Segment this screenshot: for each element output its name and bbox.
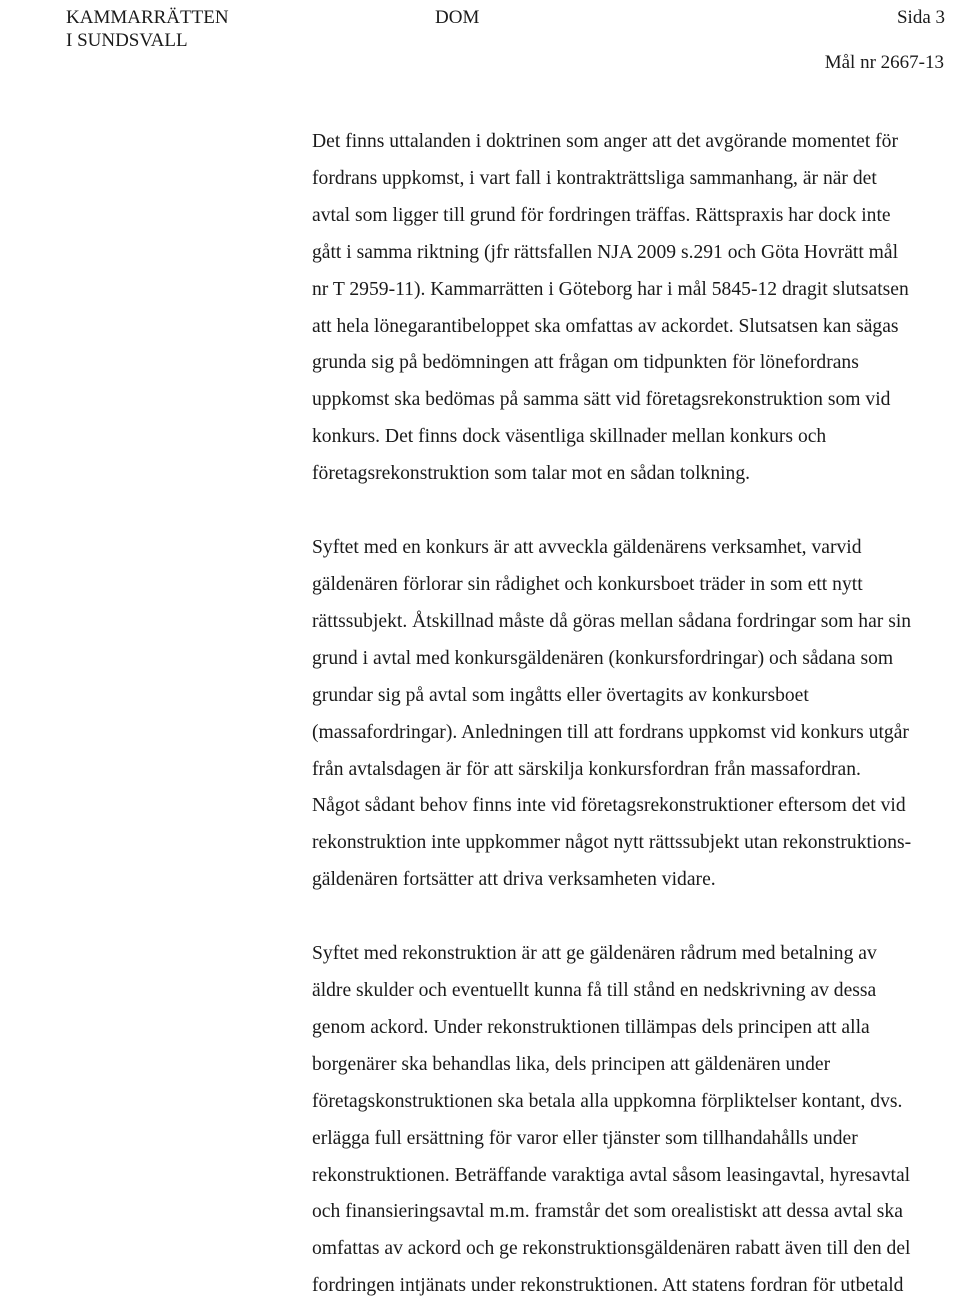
document-type: DOM xyxy=(435,7,480,28)
text-line: Syftet med rekonstruktion är att ge gäldenären rådrum med betalning av xyxy=(312,943,877,965)
text-line: borgenärer ska behandlas lika, dels principen att gäldenären under xyxy=(312,1053,831,1075)
text-line: företagskonstruktionen ska betala alla uppkomna förpliktelser kontant, dvs. xyxy=(312,1090,903,1112)
text-line: fordringen intjänats under rekonstruktionen. Att statens fordran för utbetald xyxy=(312,1275,904,1297)
text-line: genom ackord. Under rekonstruktionen tillämpas dels principen att alla xyxy=(312,1016,870,1038)
text-line: nr T 2959-11). Kammarrätten i Göteborg har i mål 5845-12 dragit slutsatsen xyxy=(312,278,909,300)
page-number: Sida 3 xyxy=(896,7,945,28)
document-body xyxy=(312,124,957,1305)
paragraph-2 xyxy=(312,530,957,899)
text-line: rekonstruktion inte uppkommer något nytt rättssubjekt utan rekonstruktions- xyxy=(312,832,912,854)
text-line: Något sådant behov finns inte vid företagsrekonstruktioner eftersom det vid xyxy=(312,795,906,817)
text-line: äldre skulder och eventuellt kunna få till stånd en nedskrivning av dessa xyxy=(312,980,877,1002)
text-line: (massafordringar). Anledningen till att fordrans uppkomst vid konkurs utgår xyxy=(312,721,909,743)
text-line: rekonstruktionen. Beträffande varaktiga avtal såsom leasingavtal, hyresavtal xyxy=(312,1164,911,1186)
text-line: att hela lönegarantibeloppet ska omfattas av ackordet. Slutsatsen kan sägas xyxy=(312,315,899,337)
text-line: gäldenären förlorar sin rådighet och konkursboet träder in som ett nytt xyxy=(312,573,863,595)
paragraph-1 xyxy=(312,124,957,493)
text-line: Det finns uttalanden i doktrinen som anger att det avgörande momentet för xyxy=(312,131,899,152)
paragraph-3 xyxy=(312,936,957,1305)
text-line: grunda sig på bedömningen att frågan om tidpunkten för lönefordrans xyxy=(312,352,859,374)
text-line: konkurs. Det finns dock väsentliga skillnader mellan konkurs och xyxy=(312,426,827,448)
text-line: från avtalsdagen är för att särskilja konkursfordran från massafordran. xyxy=(312,758,861,780)
text-line: grund i avtal med konkursgäldenären (konkursfordringar) och sådana som xyxy=(312,647,894,669)
text-line: omfattas av ackord och ge rekonstruktionsgäldenären rabatt även till den del xyxy=(312,1238,911,1260)
text-line: Syftet med en konkurs är att avveckla gäldenärens verksamhet, varvid xyxy=(312,537,862,559)
text-line: och finansieringsavtal m.m. framstår det som orealistiskt att dessa avtal ska xyxy=(312,1201,903,1223)
court-name xyxy=(66,6,229,52)
document-header xyxy=(0,0,960,80)
court-name-line-2: I SUNDSVALL xyxy=(66,30,188,51)
text-line: rättssubjekt. Åtskillnad måste då göras mellan sådana fordringar som har sin xyxy=(312,610,912,632)
text-line: erlägga full ersättning för varor eller tjänster som tillhandahålls under xyxy=(312,1127,858,1149)
text-line: gått i samma riktning (jfr rättsfallen NJA 2009 s.291 och Göta Hovrätt mål xyxy=(312,241,899,263)
text-line: grundar sig på avtal som ingåtts eller övertagits av konkursboet xyxy=(312,684,809,706)
text-line: uppkomst ska bedömas på samma sätt vid företagsrekonstruktion som vid xyxy=(312,389,891,411)
text-line: avtal som ligger till grund för fordringen träffas. Rättspraxis har dock inte xyxy=(312,204,891,226)
court-name-line-1: KAMMARRÄTTEN xyxy=(66,7,229,28)
case-number: Mål nr 2667-13 xyxy=(824,52,944,73)
text-line: gäldenären fortsätter att driva verksamheten vidare. xyxy=(312,869,716,891)
text-line: företagsrekonstruktion som talar mot en sådan tolkning. xyxy=(312,463,751,485)
text-line: fordrans uppkomst, i vart fall i kontrakträttsliga sammanhang, är när det xyxy=(312,167,877,189)
